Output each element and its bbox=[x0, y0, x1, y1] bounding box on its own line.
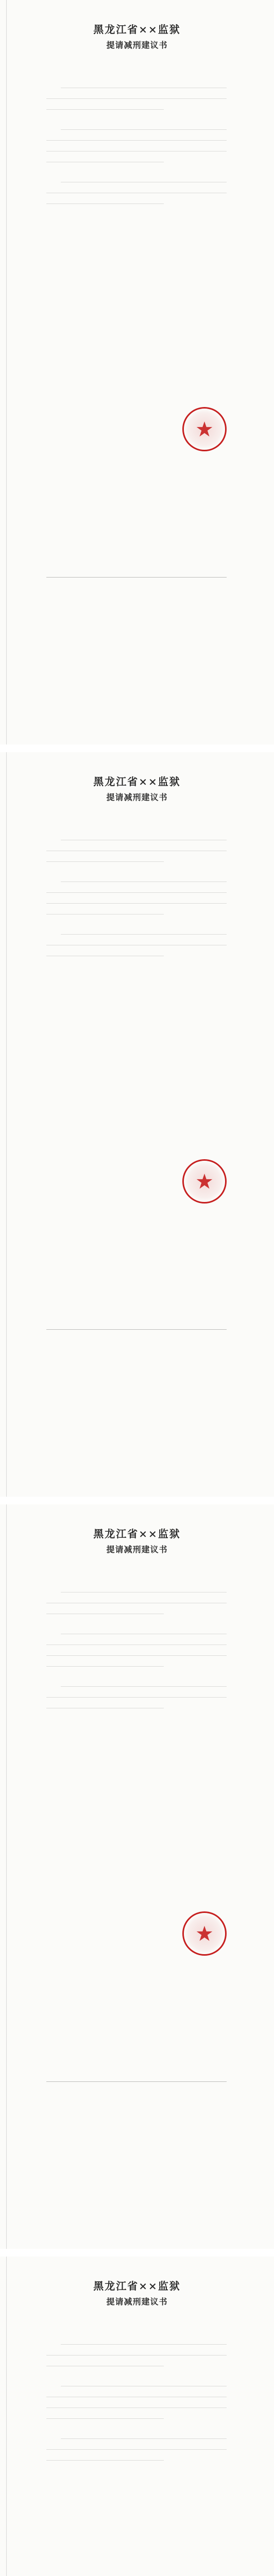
binding-line bbox=[6, 752, 7, 1497]
page-title: 黑龙江省××监狱 bbox=[93, 1528, 181, 1540]
text-line bbox=[61, 929, 227, 935]
seal-star-icon bbox=[196, 1925, 213, 1942]
paragraph-gap bbox=[46, 1672, 227, 1681]
text-line bbox=[46, 951, 164, 956]
paragraph-gap bbox=[46, 2424, 227, 2433]
header bbox=[0, 2279, 274, 2308]
text-line bbox=[46, 1608, 164, 1614]
text-line bbox=[61, 835, 227, 840]
page bbox=[0, 0, 274, 744]
official-seal bbox=[182, 1911, 227, 1956]
text-line bbox=[46, 845, 227, 851]
text-line bbox=[46, 93, 227, 99]
text-line bbox=[46, 2392, 227, 2397]
binding-line bbox=[6, 1504, 7, 2249]
document-page-2 bbox=[0, 752, 274, 1497]
text-line bbox=[46, 1650, 227, 1656]
text-line bbox=[46, 887, 227, 893]
text-line bbox=[46, 898, 227, 904]
body-text bbox=[46, 82, 227, 402]
document-page-3 bbox=[0, 1504, 274, 2249]
paragraph-gap bbox=[46, 115, 227, 124]
text-line bbox=[46, 2444, 227, 2450]
official-seal bbox=[182, 407, 227, 451]
paragraph-gap bbox=[46, 2371, 227, 2381]
text-line bbox=[46, 940, 227, 945]
seal-star-icon bbox=[196, 420, 213, 438]
text-line bbox=[46, 2361, 164, 2366]
header bbox=[0, 1527, 274, 1555]
page-subtitle: 提请减刑建议书 bbox=[106, 2297, 168, 2307]
header bbox=[0, 775, 274, 803]
paragraph-gap bbox=[46, 167, 227, 177]
page-subtitle: 提请减刑建议书 bbox=[106, 40, 168, 50]
paragraph-gap bbox=[46, 920, 227, 929]
footer-divider bbox=[46, 577, 227, 578]
footer-divider bbox=[46, 1329, 227, 1330]
paragraph-gap bbox=[46, 867, 227, 876]
paragraph-gap bbox=[46, 1619, 227, 1629]
seal-star-icon bbox=[196, 1173, 213, 1190]
binding-line bbox=[6, 0, 7, 744]
text-line bbox=[61, 2339, 227, 2345]
text-line bbox=[46, 1692, 227, 1698]
text-line bbox=[61, 124, 227, 130]
text-line bbox=[61, 177, 227, 182]
text-line bbox=[46, 2455, 164, 2461]
text-line bbox=[61, 1587, 227, 1592]
text-line bbox=[46, 1703, 164, 1708]
text-line bbox=[46, 2413, 164, 2419]
document-page-4 bbox=[0, 2257, 274, 2576]
official-seal bbox=[182, 1159, 227, 1204]
text-line bbox=[61, 876, 227, 882]
document-page-1 bbox=[0, 0, 274, 744]
text-line bbox=[46, 1639, 227, 1645]
page-title: 黑龙江省××监狱 bbox=[93, 775, 181, 788]
text-line bbox=[46, 104, 164, 110]
text-line bbox=[46, 146, 227, 151]
footer-divider bbox=[46, 2081, 227, 2082]
text-line bbox=[46, 909, 164, 914]
text-line bbox=[46, 198, 164, 204]
text-line bbox=[46, 2402, 227, 2408]
text-line bbox=[61, 82, 227, 88]
text-line bbox=[61, 2433, 227, 2439]
page-title: 黑龙江省××监狱 bbox=[93, 23, 181, 36]
page-subtitle: 提请减刑建议书 bbox=[106, 1545, 168, 1554]
body-text bbox=[46, 1587, 227, 1906]
page-subtitle: 提请减刑建议书 bbox=[106, 792, 168, 802]
text-line bbox=[46, 1598, 227, 1603]
page-title: 黑龙江省××监狱 bbox=[93, 2280, 181, 2292]
text-line bbox=[46, 157, 164, 162]
text-line bbox=[46, 2350, 227, 2355]
body-text bbox=[46, 835, 227, 1154]
text-line bbox=[46, 1661, 164, 1667]
page bbox=[0, 752, 274, 1497]
page bbox=[0, 1504, 274, 2249]
text-line bbox=[46, 188, 227, 193]
page bbox=[0, 2257, 274, 2576]
text-line bbox=[61, 1629, 227, 1634]
header bbox=[0, 23, 274, 51]
body-text bbox=[46, 2339, 227, 2576]
text-line bbox=[61, 1681, 227, 1687]
text-line bbox=[46, 856, 164, 862]
text-line bbox=[46, 135, 227, 141]
text-line bbox=[61, 2381, 227, 2386]
